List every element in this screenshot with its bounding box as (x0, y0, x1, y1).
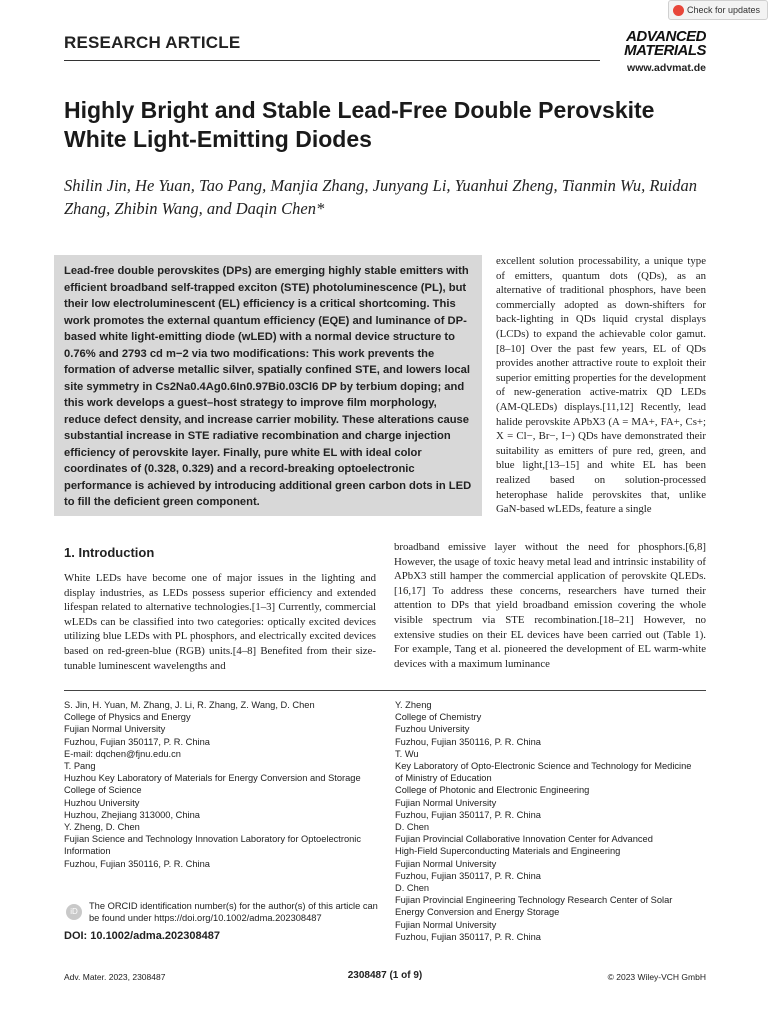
affiliation-line: Key Laboratory of Opto-Electronic Science and Technology for Medicine (395, 761, 692, 772)
affiliation-line: Y. Zheng, D. Chen (64, 822, 140, 833)
affiliation-line: Fuzhou, Fujian 350117, P. R. China (395, 931, 541, 942)
affiliation-line: Fuzhou University (395, 724, 470, 735)
affiliation-line: Fujian Provincial Collaborative Innovation Center for Advanced (395, 834, 653, 845)
header-divider (64, 60, 600, 61)
affiliation-line: High-Field Superconducting Materials and Engineering (395, 846, 621, 857)
affiliation-line: S. Jin, H. Yuan, M. Zhang, J. Li, R. Zhang, Z. Wang, D. Chen (64, 700, 315, 710)
affiliation-line: Fujian Normal University (395, 797, 497, 808)
affiliation-line: Fuzhou, Fujian 350117, P. R. China (64, 736, 210, 747)
affiliation-line: Fuzhou, Fujian 350116, P. R. China (64, 858, 210, 869)
footer-copyright: © 2023 Wiley-VCH GmbH (607, 972, 706, 982)
affiliation-line: of Ministry of Education (395, 773, 492, 784)
affiliation-line: College of Science (64, 785, 142, 796)
affiliation-line: Fujian Provincial Engineering Technology Research Center of Solar (395, 895, 673, 906)
check-for-updates-button[interactable] (668, 0, 768, 20)
affiliation-line: Fujian Normal University (395, 858, 497, 869)
journal-logo-line2: MATERIALS (624, 42, 706, 59)
affiliation-line: D. Chen (395, 883, 430, 894)
affiliation-line: T. Wu (395, 748, 419, 759)
affiliation-line: Huzhou, Zhejiang 313000, China (64, 809, 200, 820)
affiliation-line: Fujian Science and Technology Innovation Laboratory for Optoelectronic (64, 834, 361, 845)
affiliation-line: T. Pang (64, 761, 96, 772)
affiliation-line: Fujian Normal University (395, 919, 497, 930)
affiliation-line: Fujian Normal University (64, 724, 166, 735)
affiliation-divider (64, 690, 706, 691)
update-badge-icon (673, 5, 684, 16)
affiliation-line: College of Photonic and Electronic Engineering (395, 785, 590, 796)
journal-logo (603, 30, 706, 58)
affiliation-line: Fuzhou, Fujian 350117, P. R. China (395, 870, 541, 881)
affiliation-line: College of Chemistry (395, 712, 482, 723)
affiliation-line: Fuzhou, Fujian 350117, P. R. China (395, 809, 541, 820)
check-for-updates-label: Check for updates (687, 5, 761, 15)
affiliation-line: Information (64, 846, 111, 857)
affiliation-line: D. Chen (395, 822, 430, 833)
affiliation-line: Fuzhou, Fujian 350116, P. R. China (395, 736, 541, 747)
journal-url-link[interactable]: www.advmat.de (627, 62, 706, 74)
orcid-note[interactable]: The ORCID identification number(s) for the author(s) of this article can be found under https://doi.org/10.1002/adma.202308487 (89, 901, 378, 923)
body-right-column: excellent solution processability, a unique type of emitters, quantum dots (QDs), as an alternative of traditional phosphors, have been commercially adopted as down-shifters for back-lighting in QDs liquid crystal displays (LCDs) to expand the achievable color gamut.[8–10] Over the past few years, EL of QDs provides another attractive route to exploit their superior emitting properties for the development of new-generation active-matrix QD LEDs (AM-QLEDs) displays.[11,12] Recently, lead halide perovskite APbX3 (A = MA+, FA+, Cs+; X = Cl−, Br−, I−) QDs have demonstrated their suitability as emitters of pure red, green, and blue light,[13–15] and white EL has been realized based on solution-processed heterophase halide perovskites that, unlike GaN-based wLEDs, feature a single (496, 255, 706, 516)
author-list: Shilin Jin, He Yuan, Tao Pang, Manjia Zhang, Junyang Li, Yuanhui Zheng, Tianmin Wu, Ruidan Zhang, Zhibin Wang, and Daqin Chen* (64, 176, 698, 218)
affiliation-line: Energy Conversion and Energy Storage (395, 907, 560, 918)
affiliations-left (64, 699, 384, 870)
affiliations-right (395, 699, 715, 943)
article-title: Highly Bright and Stable Lead-Free Double Perovskite White Light-Emitting Diodes (64, 97, 655, 152)
orcid-icon: iD (66, 904, 82, 920)
journal-logo-line1: ADVANCED (626, 28, 706, 45)
affiliation-line: Y. Zheng (395, 700, 432, 710)
abstract-text: Lead-free double perovskites (DPs) are emerging highly stable emitters with efficient broadband self-trapped exciton (STE) photoluminescence (PL), but their low electroluminescent (EL) efficiency is a critical shortcoming. This work promotes the external quantum efficiency (EQE) and luminance of DP-based white light-emitting diode (wLED) with a normal device structure to 0.76% and 2793 cd m−2 via two modifications: This work prevents the formation of adverse metallic silver, spatially confined STE, and lowers local site symmetry in Cs2Na0.4Ag0.6In0.97Bi0.03Cl6 DP by terbium doping; and this work develops a guest–host strategy to improve film morphology, reduce defect density, and increase carrier mobility. These alterations cause substantial increase in STE radiative recombination and charge injection efficiency of perovskite layer. Finally, pure white EL with ideal color coordinates of (0.328, 0.329) and a record-breaking optoelectronic performance is achieved by introducing additional green carbon dots in LED to fill the deficient green component. (64, 265, 472, 508)
affiliation-line: Huzhou Key Laboratory of Materials for Energy Conversion and Storage (64, 773, 361, 784)
author-email-link[interactable]: E-mail: dqchen@fjnu.edu.cn (64, 748, 181, 759)
section-label: RESEARCH ARTICLE (64, 33, 241, 52)
body-right-continuation: broadband emissive layer without the need for phosphors.[6,8] However, the usage of toxic heavy metal lead and intrinsic instability of APbX3 still hamper the commercial application of perovskite QLEDs.[16,17] To address these concerns, researchers have turned their attention to DPs that yield broadband emission covering the whole visible spectrum via STE recombination.[18–21] However, no extensive studies on their EL devices have been carried out (Table 1). For example, Tang et al. pioneered the development of EL warm-white devices with a maximum luminance (394, 541, 706, 670)
doi-link[interactable]: DOI: 10.1002/adma.202308487 (64, 930, 220, 942)
affiliation-line: College of Physics and Energy (64, 712, 191, 723)
footer-page-number: 2308487 (1 of 9) (347, 970, 423, 981)
affiliation-line: Huzhou University (64, 797, 140, 808)
footer-citation: Adv. Mater. 2023, 2308487 (64, 972, 166, 982)
section-heading-introduction: 1. Introduction (64, 545, 155, 560)
body-left-column: White LEDs have become one of major issues in the lighting and display industries, as LEDs possess superior efficiency and extended lifespan related to alternative technologies.[1–3] Currently, commercial wLEDs can be classified into two categories: optically excited devices utilizing blue LEDs with PL phosphors, and electrically excited devices based on red-green-blue (RGB) units.[4–8] Benefited from their size-tunable luminescent wavelengths and (64, 572, 376, 672)
